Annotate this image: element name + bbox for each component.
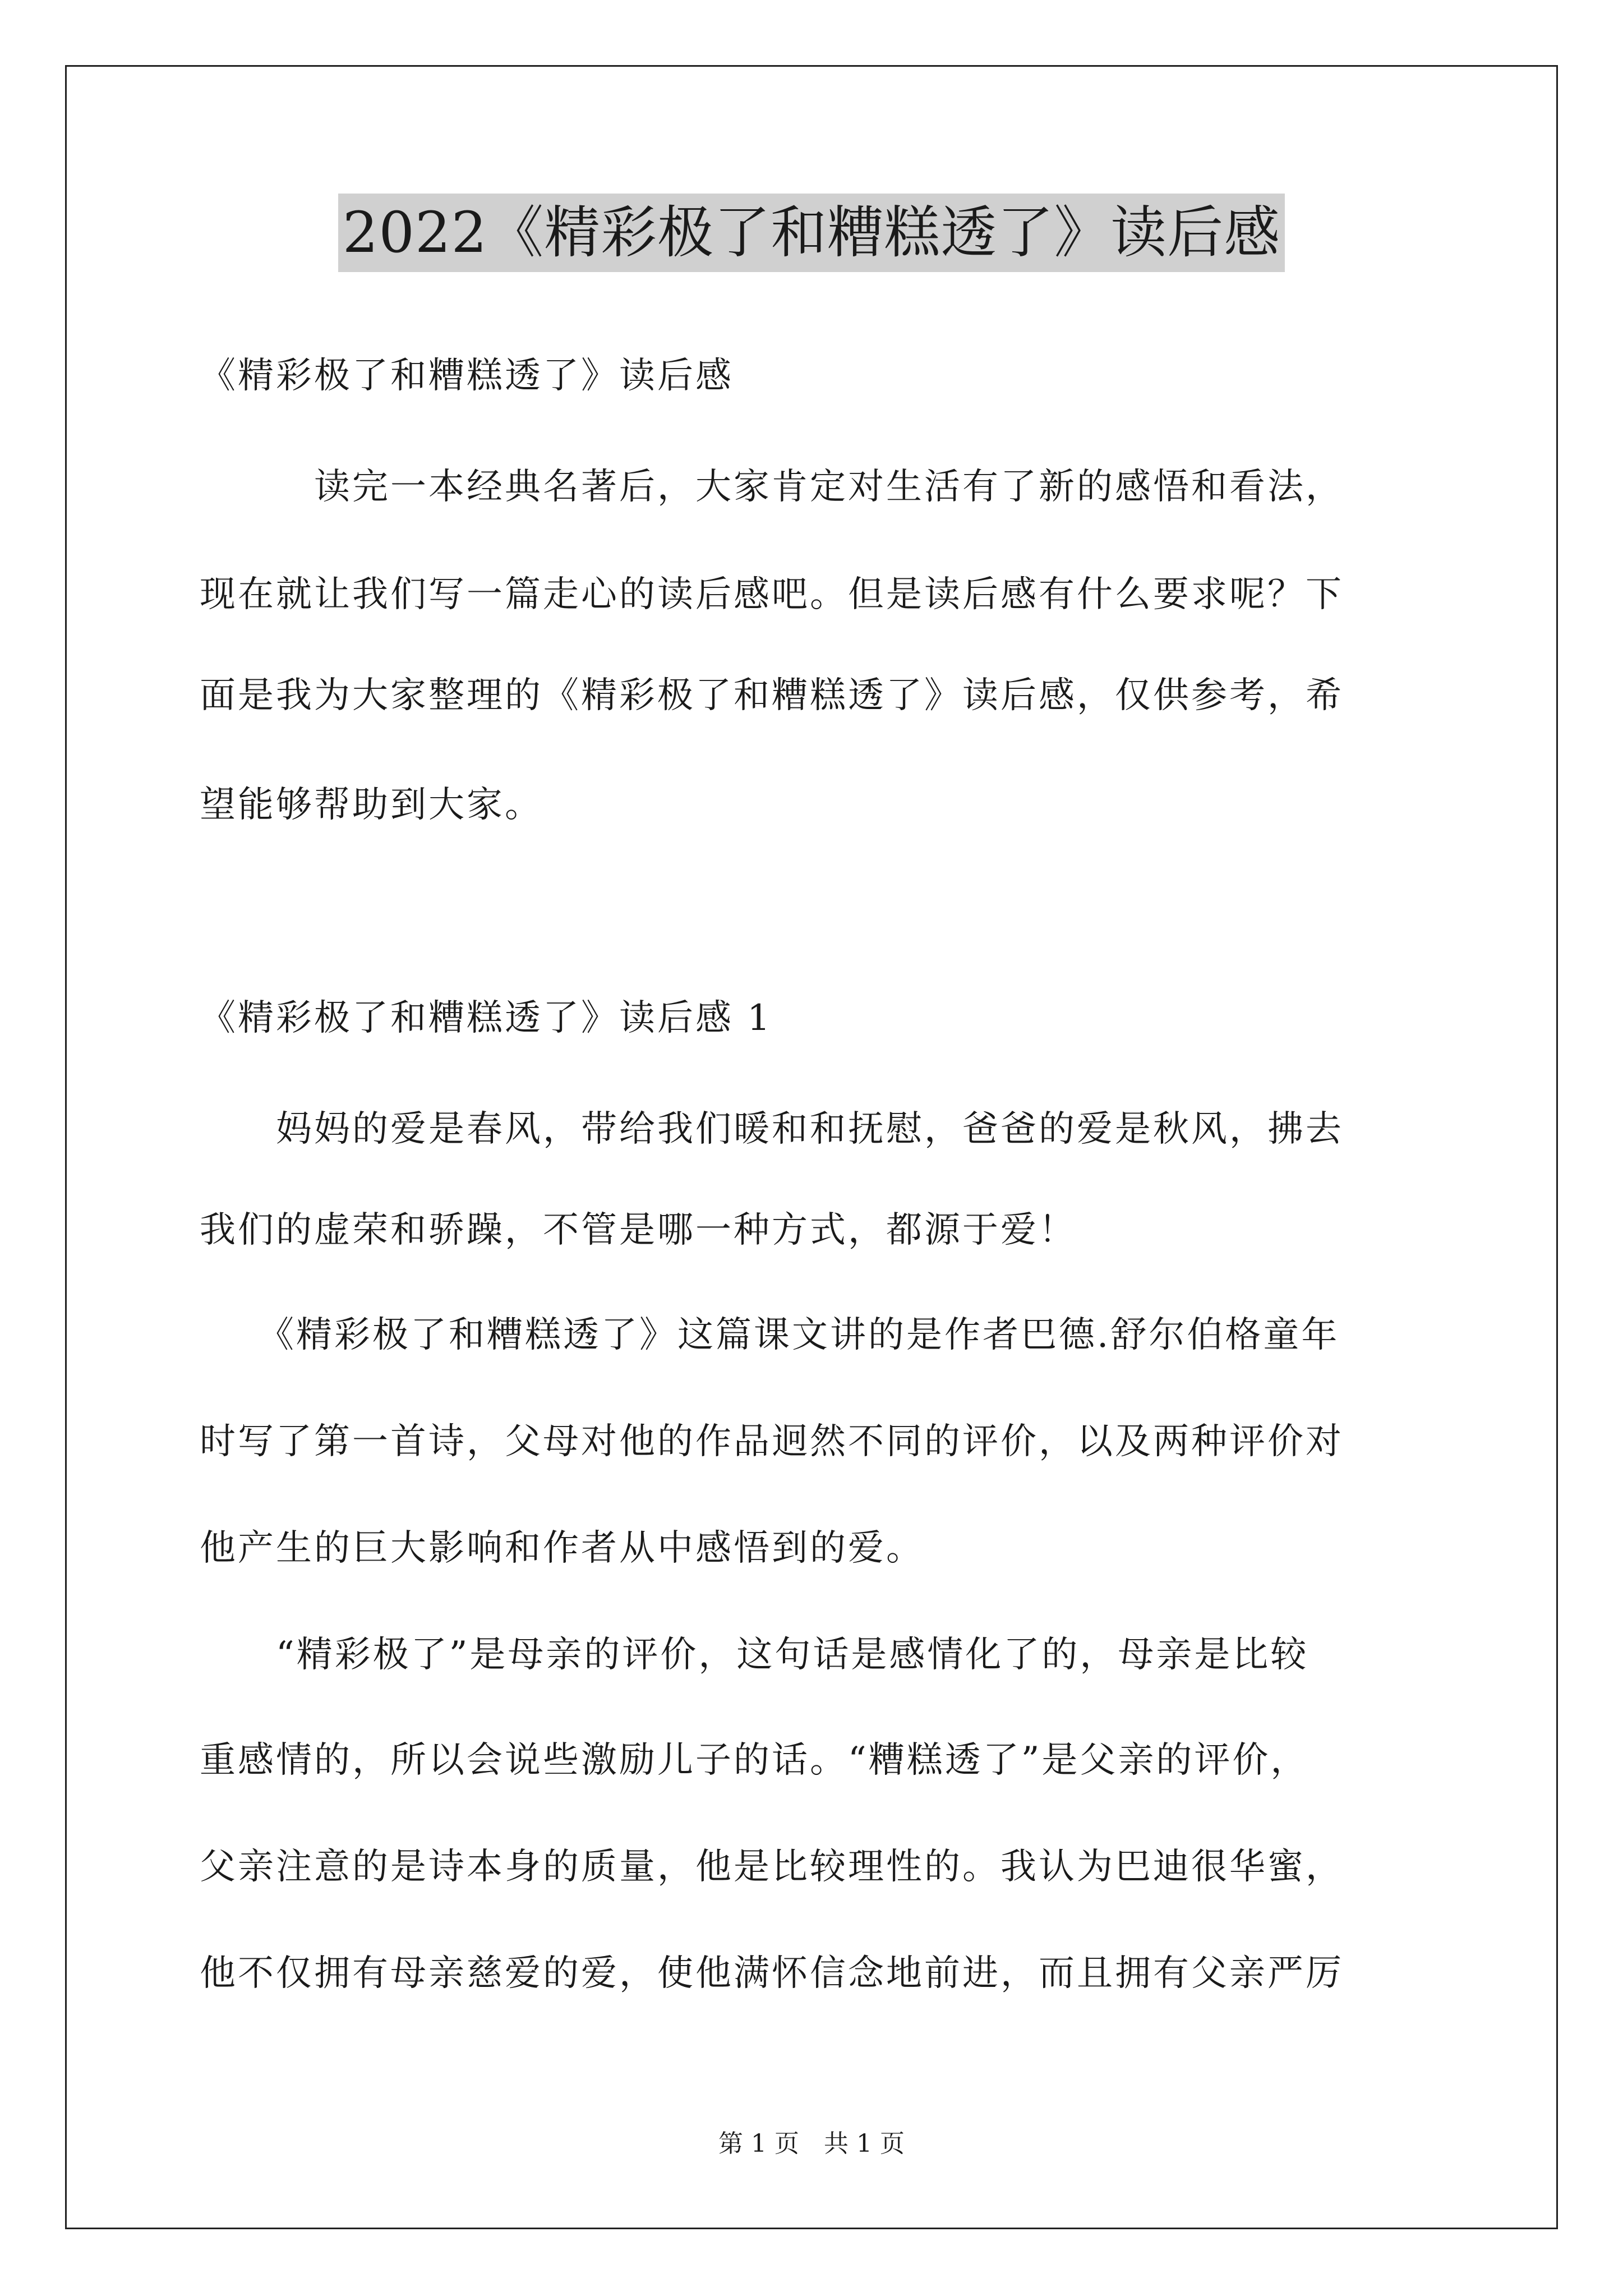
subtitle: 《精彩极了和糟糕透了》读后感 <box>200 355 734 397</box>
paragraph-line: 面是我为大家整理的《精彩极了和糟糕透了》读后感，仅供参考，希 <box>200 675 1344 716</box>
paragraph-line: 我们的虚荣和骄躁，不管是哪一种方式，都源于爱！ <box>200 1209 1077 1251</box>
paragraph-line: 他产生的巨大影响和作者从中感悟到的爱。 <box>200 1527 924 1569</box>
page-footer: 第 1 页 共 1 页 <box>718 2129 905 2158</box>
paragraph-line: 他不仅拥有母亲慈爱的爱，使他满怀信念地前进，而且拥有父亲严厉 <box>200 1953 1344 1994</box>
paragraph-line: “精彩极了”是母亲的评价，这句话是感情化了的，母亲是比较 <box>200 1634 1309 1676</box>
paragraph-line: 现在就让我们写一篇走心的读后感吧。但是读后感有什么要求呢？下 <box>200 574 1344 615</box>
title-wrap <box>0 194 1623 272</box>
document-title: 2022《精彩极了和糟糕透了》读后感 <box>338 194 1285 272</box>
paragraph-line: 父亲注意的是诗本身的质量，他是比较理性的。我认为巴迪很华蜜， <box>200 1846 1344 1888</box>
paragraph-line: 时写了第一首诗，父母对他的作品迥然不同的评价，以及两种评价对 <box>200 1421 1344 1462</box>
section-heading: 《精彩极了和糟糕透了》读后感 1 <box>200 997 773 1039</box>
paragraph-line: 重感情的，所以会说些激励儿子的话。“糟糕透了”是父亲的评价， <box>200 1740 1309 1781</box>
paragraph-line: 望能够帮助到大家。 <box>200 784 543 826</box>
paragraph-line: 妈妈的爱是春风，带给我们暖和和抚慰，爸爸的爱是秋风，拂去 <box>200 1108 1344 1150</box>
paragraph-line: 《精彩极了和糟糕透了》这篇课文讲的是作者巴德.舒尔伯格童年 <box>200 1314 1340 1356</box>
paragraph-line: 读完一本经典名著后，大家肯定对生活有了新的感悟和看法， <box>200 466 1344 508</box>
